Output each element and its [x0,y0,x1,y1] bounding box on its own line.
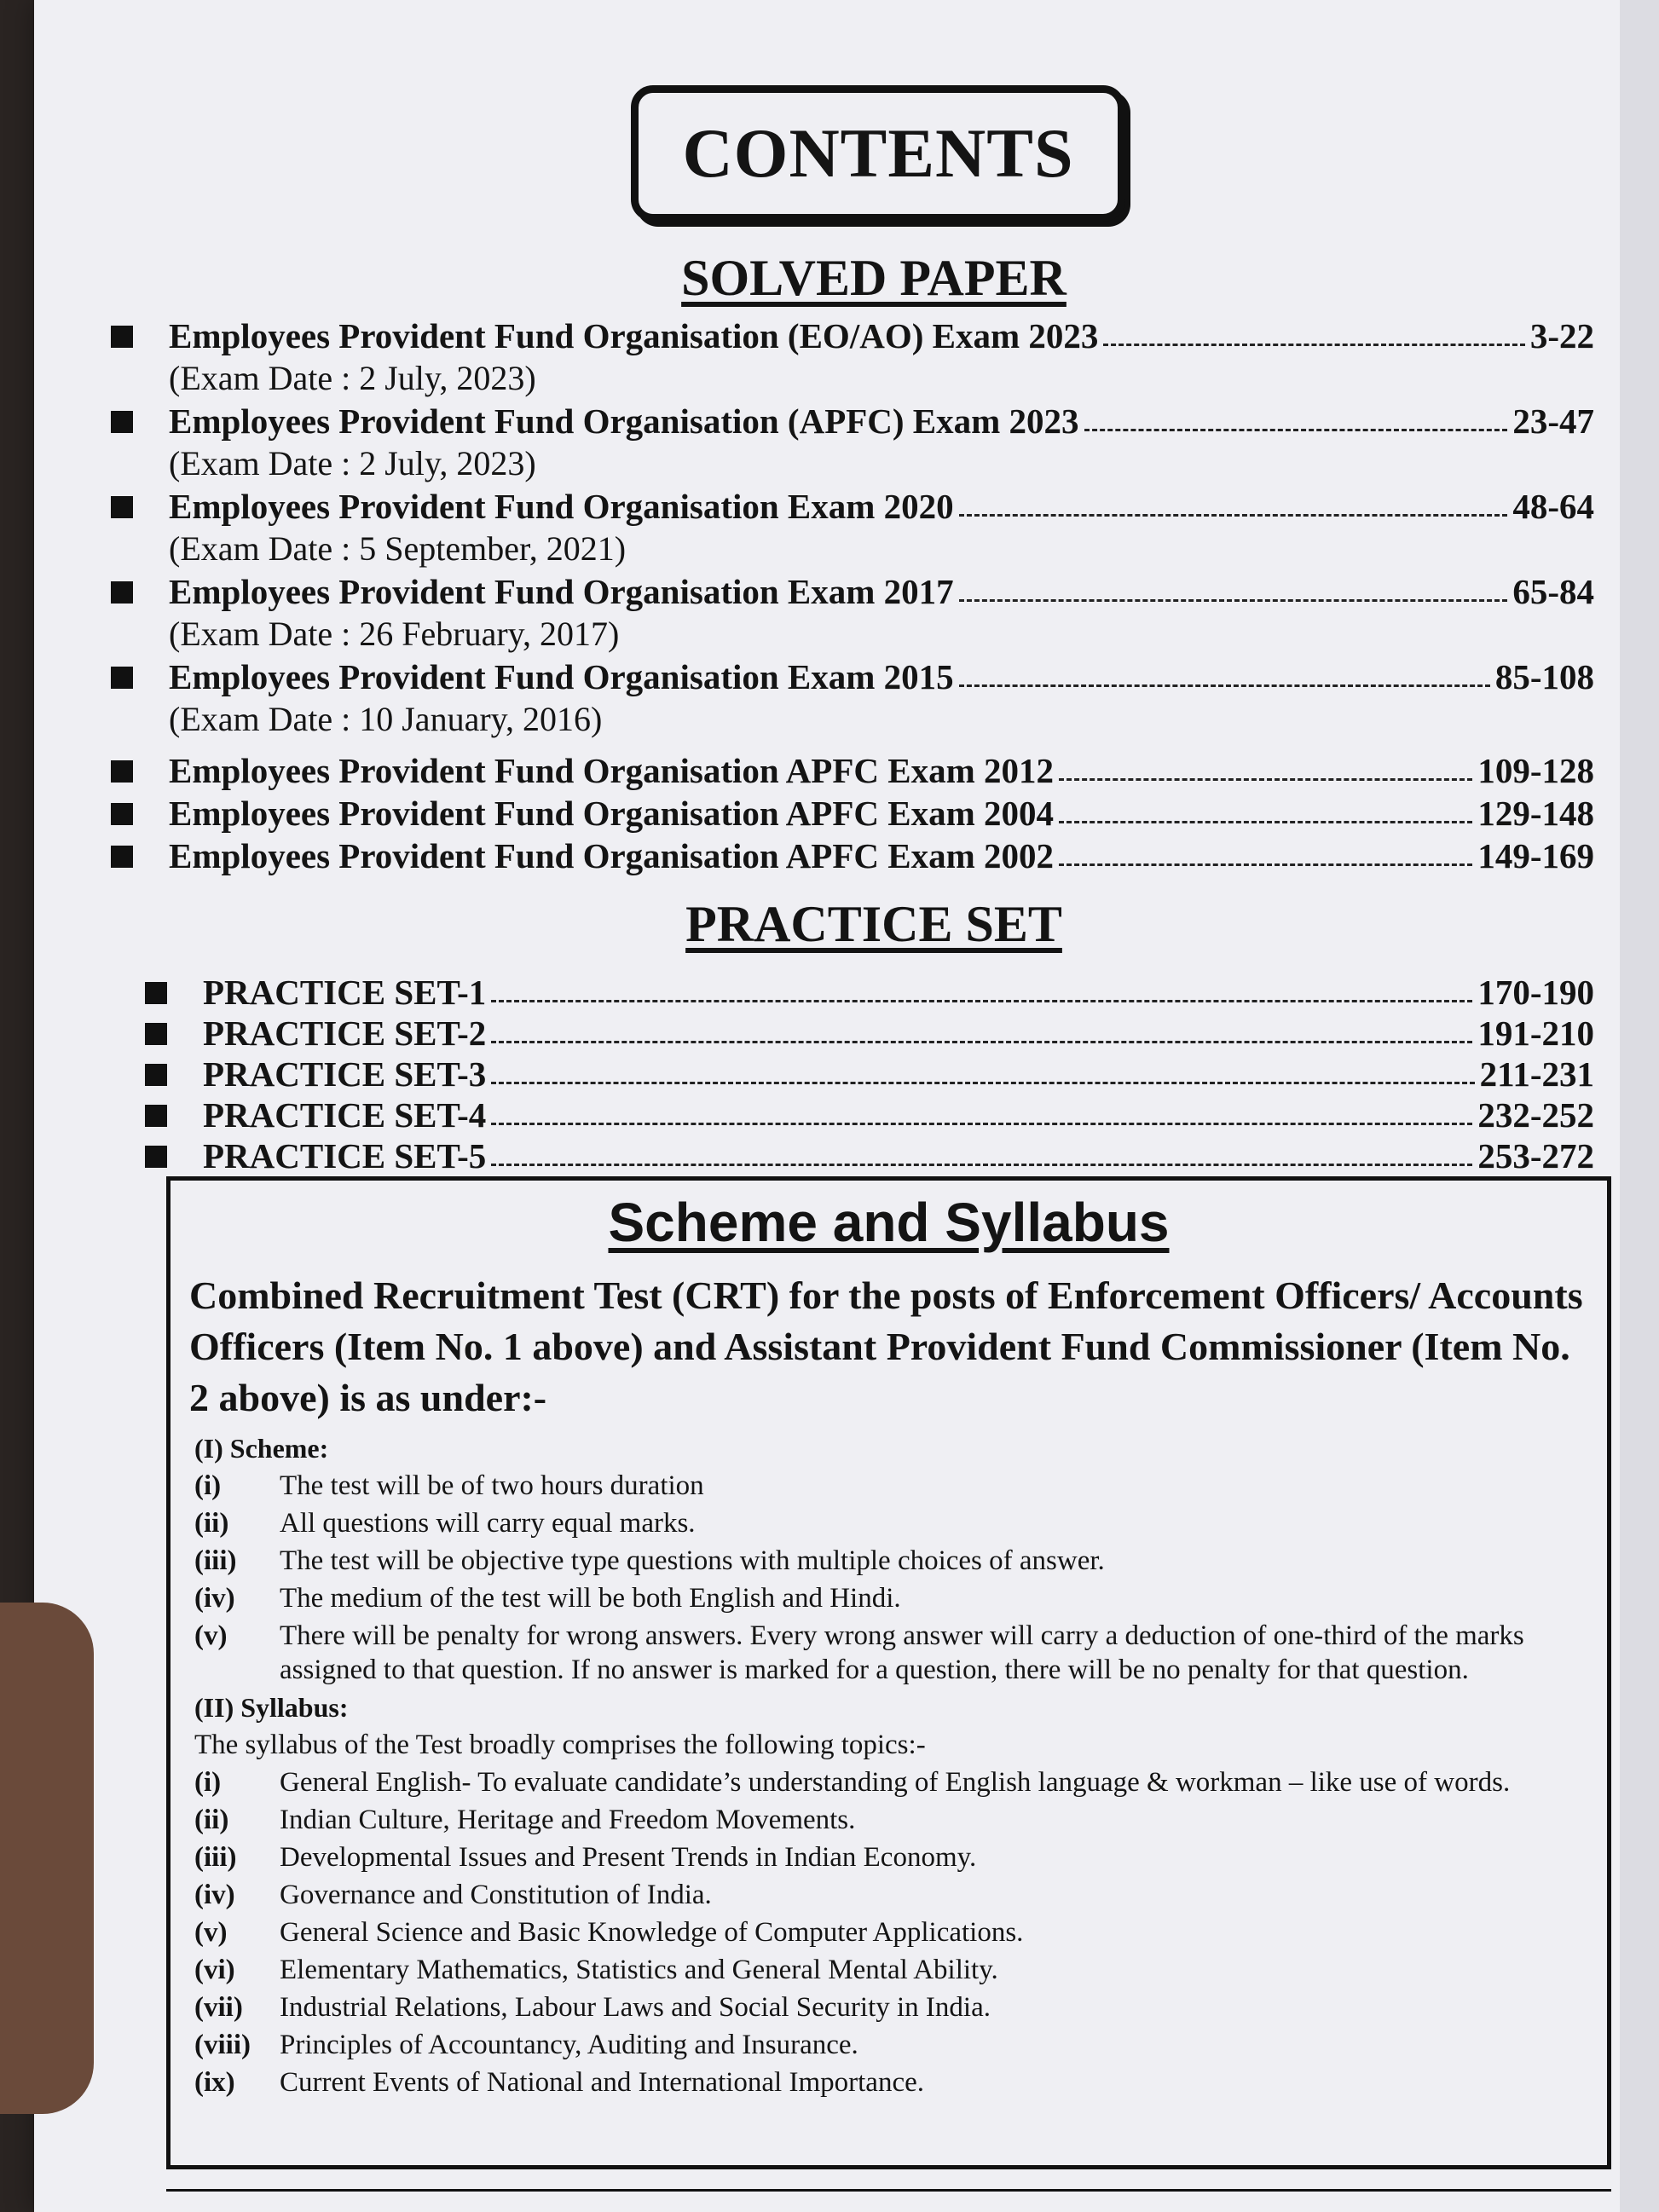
solved-paper-heading: SOLVED PAPER [681,250,1066,306]
item-text: The medium of the test will be both English and Hindi. [280,1583,901,1614]
leader-dashes [959,514,1508,517]
item-text: Industrial Relations, Labour Laws and Social Security in India. [280,1992,991,2023]
item-number: (i) [194,1470,222,1501]
syllabus-topic [194,1803,1593,1837]
syllabus-topic [194,2065,1593,2099]
item-number: (vi) [194,1955,235,1985]
scheme-item [194,1506,1593,1540]
practice-pages: 232-252 [1477,1095,1594,1135]
solved-entry [111,486,1594,569]
entry-title: Employees Provident Fund Organisation Exam 2015 [169,657,954,696]
syllabus-body [194,1428,1593,2099]
practice-entry [145,1054,1594,1094]
bullet-square-icon [111,667,133,689]
syllabus-label: (II) Syllabus: [194,1692,349,1723]
item-text: The test will be objective type questions with multiple choices of answer. [280,1545,1105,1576]
syllabus-topic [194,1915,1593,1949]
leader-dashes [491,1000,1472,1002]
contents-title-box [631,85,1125,222]
entry-pages: 3-22 [1529,316,1594,355]
entry-pages: 129-148 [1477,794,1594,833]
item-text: Elementary Mathematics, Statistics and General Mental Ability. [280,1955,998,1985]
item-text: Indian Culture, Heritage and Freedom Movements. [280,1805,856,1835]
item-text: There will be penalty for wrong answers. Every wrong answer will carry a deduction of one-third of the marks assigned to that question. If no answer is marked for a question, there will be no penalty for that question. [280,1620,1524,1685]
entry-title: Employees Provident Fund Organisation APFC Exam 2002 [169,836,1054,875]
entry-pages: 48-64 [1512,487,1594,526]
item-number: (ii) [194,1805,229,1835]
entry-title: Employees Provident Fund Organisation Exam 2020 [169,487,954,526]
practice-entry [145,1135,1594,1176]
bullet-square-icon [111,581,133,604]
leader-dashes [1059,778,1472,781]
bullet-square-icon [145,1064,167,1086]
solved-entry [111,401,1594,483]
syllabus-topic [194,1953,1593,1987]
practice-title: PRACTICE SET-1 [203,973,487,1012]
item-text: Current Events of National and International Importance. [280,2067,924,2098]
scheme-item [194,1619,1593,1687]
bullet-square-icon [111,846,133,868]
scheme-label: (I) Scheme: [194,1433,329,1464]
practice-entry [145,972,1594,1013]
bullet-square-icon [145,982,167,1004]
entry-title: Employees Provident Fund Organisation Exam 2017 [169,572,954,611]
scheme-item [194,1581,1593,1615]
item-number: (iv) [194,1583,235,1614]
item-text: The test will be of two hours duration [280,1470,704,1501]
leader-dashes [491,1082,1474,1084]
bullet-square-icon [111,803,133,825]
leader-dashes [1059,821,1472,823]
syllabus-topic [194,1840,1593,1874]
leader-dashes [491,1041,1472,1043]
exam-date: (Exam Date : 5 September, 2021) [169,529,627,568]
syllabus-title: Scheme and Syllabus [608,1192,1170,1253]
entry-title: Employees Provident Fund Organisation APFC Exam 2012 [169,751,1054,790]
leader-dashes [1084,429,1508,431]
exam-date: (Exam Date : 2 July, 2023) [169,444,536,482]
entry-title: Employees Provident Fund Organisation (APFC) Exam 2023 [169,401,1079,441]
footer-rule [166,2189,1611,2192]
item-text: General Science and Basic Knowledge of Computer Applications. [280,1917,1024,1948]
item-number: (iii) [194,1842,237,1873]
practice-set-heading: PRACTICE SET [685,896,1062,952]
leader-dashes [1103,344,1524,346]
leader-dashes [959,599,1508,602]
entry-pages: 109-128 [1477,751,1594,790]
bullet-square-icon [111,326,133,348]
scheme-list [194,1469,1593,1687]
solved-entry [111,571,1594,654]
item-number: (v) [194,1620,228,1651]
practice-pages: 170-190 [1477,973,1594,1012]
practice-pages: 191-210 [1477,1014,1594,1053]
page-edge [1620,0,1659,2212]
practice-entry [145,1094,1594,1135]
solved-entry [111,835,1594,876]
practice-title: PRACTICE SET-4 [203,1095,487,1135]
entry-pages: 23-47 [1512,401,1594,441]
scheme-item [194,1469,1593,1503]
item-text: Principles of Accountancy, Auditing and Insurance. [280,2030,858,2060]
leader-dashes [491,1164,1472,1166]
solved-entry [111,656,1594,739]
practice-title: PRACTICE SET-2 [203,1014,487,1053]
practice-pages: 211-231 [1479,1054,1594,1094]
practice-pages: 253-272 [1477,1136,1594,1175]
bullet-square-icon [145,1023,167,1045]
practice-title: PRACTICE SET-5 [203,1136,487,1175]
bullet-square-icon [111,760,133,783]
thumb [0,1603,94,2114]
scheme-syllabus-box [166,1176,1611,2169]
syllabus-topic [194,1878,1593,1912]
entry-pages: 85-108 [1494,657,1594,696]
item-number: (v) [194,1917,228,1948]
solved-entry [111,315,1594,398]
bullet-square-icon [145,1146,167,1168]
exam-date: (Exam Date : 10 January, 2016) [169,700,603,738]
syllabus-topic [194,1990,1593,2024]
entry-title: Employees Provident Fund Organisation (EO/AO) Exam 2023 [169,316,1099,355]
practice-entry [145,1013,1594,1054]
syllabus-intro: Combined Recruitment Test (CRT) for the posts of Enforcement Officers/ Accounts Officers (Item No. 1 above) and Assistant Provident Fund Commissioner (Item No. 2 above) is as under:- [189,1273,1583,1419]
leader-dashes [959,684,1490,687]
item-text: Developmental Issues and Present Trends in Indian Economy. [280,1842,977,1873]
solved-entry [111,750,1594,791]
syllabus-topic [194,1765,1593,1799]
item-text: General English- To evaluate candidate’s understanding of English language & workman – like use of words. [280,1767,1511,1798]
item-text: Governance and Constitution of India. [280,1880,712,1910]
item-number: (ii) [194,1508,229,1539]
item-number: (ix) [194,2067,235,2098]
leader-dashes [1059,863,1472,866]
contents-title: CONTENTS [682,114,1074,192]
item-number: (iv) [194,1880,235,1910]
exam-date: (Exam Date : 26 February, 2017) [169,615,620,653]
bullet-square-icon [111,411,133,433]
syllabus-topic [194,2028,1593,2062]
leader-dashes [491,1123,1472,1125]
practice-title: PRACTICE SET-3 [203,1054,487,1094]
item-number: (vii) [194,1992,243,2023]
exam-date: (Exam Date : 2 July, 2023) [169,359,536,397]
item-number: (viii) [194,2030,251,2060]
entry-title: Employees Provident Fund Organisation APFC Exam 2004 [169,794,1054,833]
item-text: All questions will carry equal marks. [280,1508,696,1539]
bullet-square-icon [111,496,133,518]
entry-pages: 149-169 [1477,836,1594,875]
syllabus-topics-list [194,1765,1593,2099]
entry-pages: 65-84 [1512,572,1594,611]
solved-entry [111,793,1594,834]
bullet-square-icon [145,1105,167,1127]
item-number: (iii) [194,1545,237,1576]
scheme-item [194,1544,1593,1578]
syllabus-topics-intro: The syllabus of the Test broadly comprises the following topics:- [194,1730,926,1760]
item-number: (i) [194,1767,222,1798]
